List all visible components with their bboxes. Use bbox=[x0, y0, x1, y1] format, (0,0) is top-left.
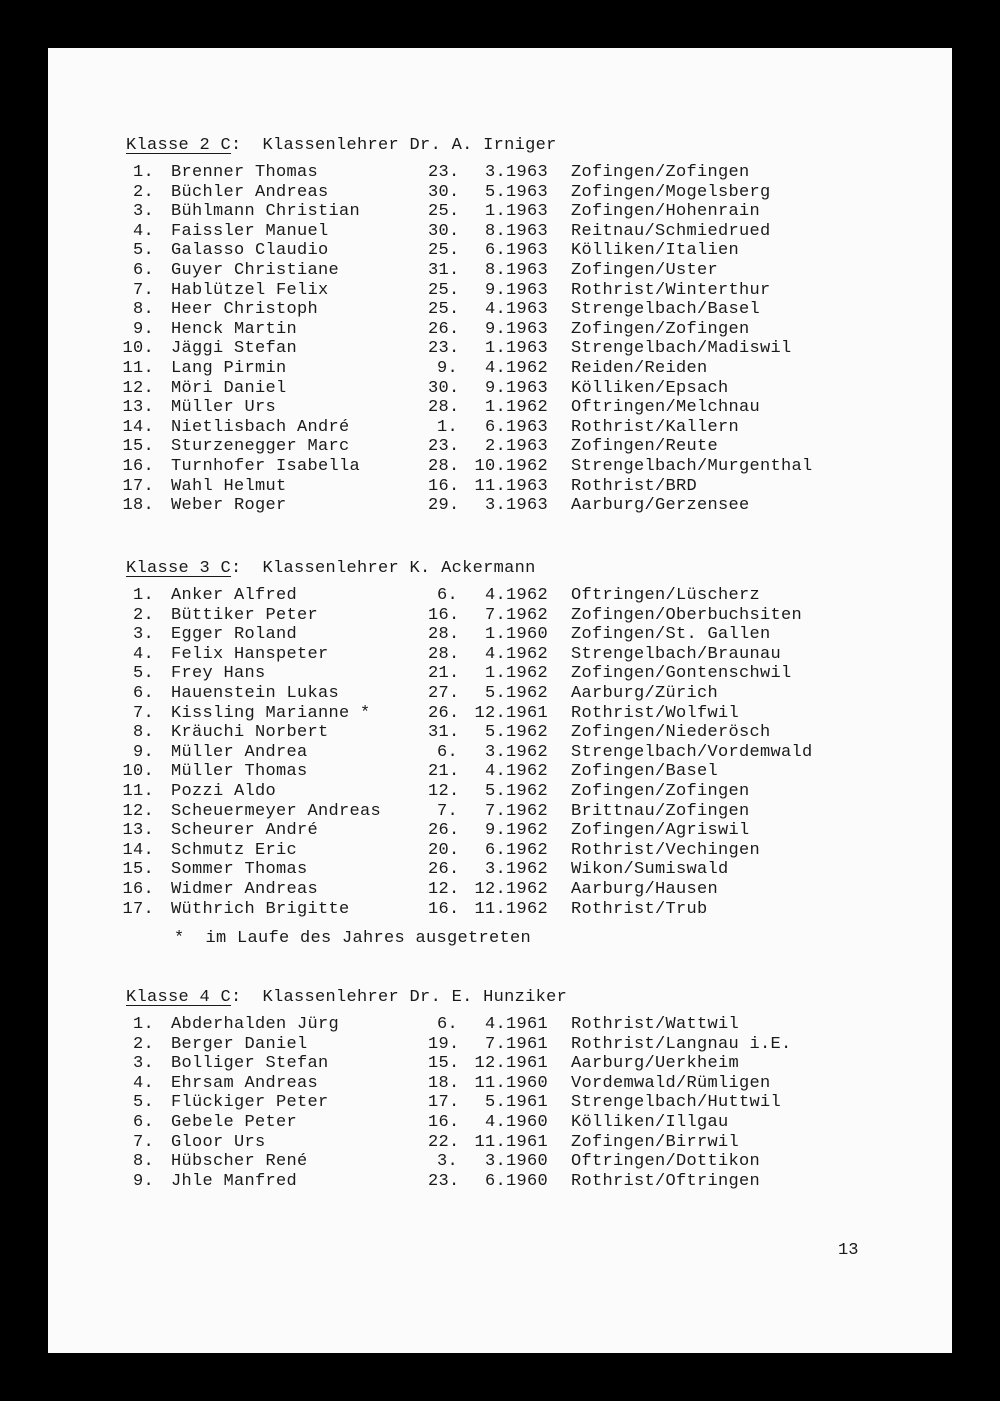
student-mmyy: 2.1963 bbox=[484, 437, 548, 457]
student-row bbox=[48, 821, 952, 841]
student-name: Jäggi Stefan bbox=[171, 339, 298, 359]
student-mmyy: 4.1962 bbox=[484, 644, 548, 664]
student-place: Oftringen/Melchnau bbox=[571, 398, 761, 418]
student-row bbox=[48, 1172, 952, 1192]
student-name: Gloor Urs bbox=[171, 1132, 266, 1152]
student-dd: 1. bbox=[436, 417, 458, 437]
student-place: Brittnau/Zofingen bbox=[571, 801, 750, 821]
student-dd: 31. bbox=[428, 260, 460, 280]
student-dd: 16. bbox=[428, 476, 460, 496]
student-place: Aarburg/Gerzensee bbox=[571, 496, 750, 516]
student-dd: 25. bbox=[428, 300, 460, 320]
student-dd: 30. bbox=[428, 221, 460, 241]
student-dd: 26. bbox=[428, 319, 460, 339]
student-num: 14. bbox=[122, 840, 154, 860]
student-row bbox=[48, 163, 952, 183]
student-place: Zofingen/Reute bbox=[571, 437, 719, 457]
student-mmyy: 1.1963 bbox=[484, 202, 548, 222]
student-name: Pozzi Aldo bbox=[171, 781, 277, 801]
student-row bbox=[48, 586, 952, 606]
student-mmyy: 4.1962 bbox=[484, 358, 548, 378]
student-name: Sommer Thomas bbox=[171, 860, 308, 880]
student-name: Guyer Christiane bbox=[171, 260, 340, 280]
student-mmyy: 4.1962 bbox=[484, 762, 548, 782]
student-num: 3. bbox=[132, 625, 154, 645]
student-name: Henck Martin bbox=[171, 319, 298, 339]
student-place: Rothrist/Langnau i.E. bbox=[571, 1034, 792, 1054]
student-name: Weber Roger bbox=[171, 496, 287, 516]
student-place: Zofingen/Zofingen bbox=[571, 319, 750, 339]
student-place: Strengelbach/Murgenthal bbox=[571, 456, 813, 476]
student-place: Zofingen/Mogelsberg bbox=[571, 182, 771, 202]
student-mmyy: 6.1963 bbox=[484, 417, 548, 437]
student-place: Rothrist/Winterthur bbox=[571, 280, 771, 300]
student-name: Jhle Manfred bbox=[171, 1171, 298, 1191]
student-place: Zofingen/Hohenrain bbox=[571, 202, 761, 222]
student-place: Aarburg/Hausen bbox=[571, 879, 719, 899]
class-label: Klasse 3 C bbox=[126, 559, 232, 578]
class-label: Klasse 4 C bbox=[126, 988, 232, 1007]
student-place: Zofingen/Oberbuchsiten bbox=[571, 605, 803, 625]
student-mmyy: 3.1960 bbox=[484, 1152, 548, 1172]
student-num: 15. bbox=[122, 437, 154, 457]
student-num: 12. bbox=[122, 801, 154, 821]
document-page bbox=[48, 48, 952, 1353]
student-row bbox=[48, 261, 952, 281]
student-mmyy: 3.1963 bbox=[484, 496, 548, 516]
student-row bbox=[48, 202, 952, 222]
student-num: 10. bbox=[122, 762, 154, 782]
teacher-label: : Klassenlehrer Dr. E. Hunziker bbox=[231, 988, 568, 1007]
student-row bbox=[48, 645, 952, 665]
student-row bbox=[48, 241, 952, 261]
student-place: Zofingen/St. Gallen bbox=[571, 625, 771, 645]
student-name: Hauenstein Lukas bbox=[171, 683, 340, 703]
student-name: Heer Christoph bbox=[171, 300, 319, 320]
student-dd: 27. bbox=[428, 683, 460, 703]
student-dd: 28. bbox=[428, 398, 460, 418]
student-mmyy: 11.1962 bbox=[474, 899, 548, 919]
student-row bbox=[48, 1113, 952, 1133]
student-name: Müller Thomas bbox=[171, 762, 308, 782]
student-name: Büchler Andreas bbox=[171, 182, 329, 202]
student-num: 8. bbox=[132, 300, 154, 320]
student-name: Kräuchi Norbert bbox=[171, 723, 329, 743]
student-dd: 12. bbox=[428, 781, 460, 801]
student-mmyy: 6.1963 bbox=[484, 241, 548, 261]
student-dd: 20. bbox=[428, 840, 460, 860]
student-name: Wüthrich Brigitte bbox=[171, 899, 350, 919]
student-mmyy: 11.1960 bbox=[474, 1073, 548, 1093]
student-mmyy: 5.1963 bbox=[484, 182, 548, 202]
student-row bbox=[48, 1074, 952, 1094]
student-mmyy: 5.1962 bbox=[484, 683, 548, 703]
student-dd: 7. bbox=[436, 801, 458, 821]
student-row bbox=[48, 300, 952, 320]
student-dd: 3. bbox=[436, 1152, 458, 1172]
student-dd: 25. bbox=[428, 202, 460, 222]
student-name: Müller Urs bbox=[171, 398, 277, 418]
student-dd: 23. bbox=[428, 339, 460, 359]
student-num: 16. bbox=[122, 456, 154, 476]
student-mmyy: 1.1963 bbox=[484, 339, 548, 359]
student-row bbox=[48, 900, 952, 920]
student-name: Bühlmann Christian bbox=[171, 202, 361, 222]
student-dd: 15. bbox=[428, 1054, 460, 1074]
student-mmyy: 12.1961 bbox=[474, 703, 548, 723]
student-dd: 30. bbox=[428, 378, 460, 398]
student-name: Lang Pirmin bbox=[171, 358, 287, 378]
student-num: 6. bbox=[132, 1112, 154, 1132]
student-mmyy: 10.1962 bbox=[474, 456, 548, 476]
student-dd: 31. bbox=[428, 723, 460, 743]
student-mmyy: 1.1962 bbox=[484, 664, 548, 684]
student-num: 7. bbox=[132, 703, 154, 723]
student-place: Strengelbach/Basel bbox=[571, 300, 761, 320]
student-name: Schmutz Eric bbox=[171, 840, 298, 860]
student-name: Egger Roland bbox=[171, 625, 298, 645]
student-dd: 16. bbox=[428, 605, 460, 625]
student-place: Strengelbach/Vordemwald bbox=[571, 742, 813, 762]
student-name: Brenner Thomas bbox=[171, 163, 319, 182]
teacher-label: : Klassenlehrer Dr. A. Irniger bbox=[231, 136, 557, 155]
student-mmyy: 4.1963 bbox=[484, 300, 548, 320]
student-mmyy: 11.1963 bbox=[474, 476, 548, 496]
student-dd: 6. bbox=[436, 586, 458, 605]
student-num: 4. bbox=[132, 221, 154, 241]
student-num: 4. bbox=[132, 644, 154, 664]
student-num: 3. bbox=[132, 1054, 154, 1074]
student-num: 5. bbox=[132, 1093, 154, 1113]
student-name: Scheurer André bbox=[171, 821, 319, 841]
student-name: Faissler Manuel bbox=[171, 221, 329, 241]
student-row bbox=[48, 222, 952, 242]
student-num: 1. bbox=[132, 163, 154, 182]
student-row bbox=[48, 281, 952, 301]
student-dd: 16. bbox=[428, 1112, 460, 1132]
student-name: Hablützel Felix bbox=[171, 280, 329, 300]
student-dd: 18. bbox=[428, 1073, 460, 1093]
student-mmyy: 3.1962 bbox=[484, 860, 548, 880]
student-dd: 26. bbox=[428, 860, 460, 880]
student-mmyy: 5.1962 bbox=[484, 723, 548, 743]
student-row bbox=[48, 664, 952, 684]
footnote: * im Laufe des Jahres ausgetreten bbox=[174, 929, 532, 948]
student-row bbox=[48, 1093, 952, 1113]
student-place: Rothrist/Kallern bbox=[571, 417, 740, 437]
student-row bbox=[48, 606, 952, 626]
student-row bbox=[48, 1015, 952, 1035]
student-row bbox=[48, 723, 952, 743]
student-place: Rothrist/BRD bbox=[571, 476, 698, 496]
student-name: Möri Daniel bbox=[171, 378, 287, 398]
student-place: Zofingen/Gontenschwil bbox=[571, 664, 792, 684]
student-mmyy: 12.1962 bbox=[474, 879, 548, 899]
student-name: Widmer Andreas bbox=[171, 879, 319, 899]
student-num: 11. bbox=[122, 358, 154, 378]
student-num: 13. bbox=[122, 821, 154, 841]
student-num: 7. bbox=[132, 280, 154, 300]
student-place: Zofingen/Zofingen bbox=[571, 781, 750, 801]
student-place: Rothrist/Oftringen bbox=[571, 1171, 761, 1191]
student-num: 2. bbox=[132, 1034, 154, 1054]
section-heading bbox=[126, 136, 557, 155]
student-name: Anker Alfred bbox=[171, 586, 298, 605]
student-mmyy: 6.1960 bbox=[484, 1171, 548, 1191]
student-num: 14. bbox=[122, 417, 154, 437]
student-name: Kissling Marianne * bbox=[171, 703, 371, 723]
student-mmyy: 4.1960 bbox=[484, 1112, 548, 1132]
student-num: 5. bbox=[132, 241, 154, 261]
student-num: 9. bbox=[132, 742, 154, 762]
student-place: Zofingen/Basel bbox=[571, 762, 719, 782]
student-num: 6. bbox=[132, 683, 154, 703]
class-label: Klasse 2 C bbox=[126, 136, 232, 155]
student-mmyy: 9.1963 bbox=[484, 280, 548, 300]
student-place: Reiden/Reiden bbox=[571, 358, 708, 378]
student-num: 4. bbox=[132, 1073, 154, 1093]
student-place: Rothrist/Vechingen bbox=[571, 840, 761, 860]
student-num: 2. bbox=[132, 182, 154, 202]
student-row bbox=[48, 183, 952, 203]
student-row bbox=[48, 379, 952, 399]
student-row bbox=[48, 860, 952, 880]
student-mmyy: 7.1962 bbox=[484, 605, 548, 625]
student-place: Strengelbach/Madiswil bbox=[571, 339, 792, 359]
student-row bbox=[48, 1054, 952, 1074]
student-row bbox=[48, 762, 952, 782]
student-row bbox=[48, 1152, 952, 1172]
student-num: 16. bbox=[122, 879, 154, 899]
student-mmyy: 5.1962 bbox=[484, 781, 548, 801]
student-row bbox=[48, 625, 952, 645]
student-place: Oftringen/Lüscherz bbox=[571, 586, 761, 605]
student-place: Kölliken/Italien bbox=[571, 241, 740, 261]
student-name: Frey Hans bbox=[171, 664, 266, 684]
student-mmyy: 12.1961 bbox=[474, 1054, 548, 1074]
student-row bbox=[48, 418, 952, 438]
student-name: Galasso Claudio bbox=[171, 241, 329, 261]
student-dd: 9. bbox=[436, 358, 458, 378]
student-dd: 16. bbox=[428, 899, 460, 919]
student-row bbox=[48, 1133, 952, 1153]
student-mmyy: 9.1963 bbox=[484, 319, 548, 339]
student-mmyy: 9.1962 bbox=[484, 821, 548, 841]
student-name: Hübscher René bbox=[171, 1152, 308, 1172]
student-row bbox=[48, 398, 952, 418]
student-dd: 28. bbox=[428, 456, 460, 476]
student-dd: 25. bbox=[428, 241, 460, 261]
student-mmyy: 9.1963 bbox=[484, 378, 548, 398]
student-place: Zofingen/Birrwil bbox=[571, 1132, 740, 1152]
student-num: 3. bbox=[132, 202, 154, 222]
student-mmyy: 6.1962 bbox=[484, 840, 548, 860]
student-name: Müller Andrea bbox=[171, 742, 308, 762]
page-number: 13 bbox=[838, 1241, 859, 1260]
student-dd: 23. bbox=[428, 163, 460, 182]
student-num: 12. bbox=[122, 378, 154, 398]
student-num: 6. bbox=[132, 260, 154, 280]
student-row bbox=[48, 1035, 952, 1055]
student-num: 2. bbox=[132, 605, 154, 625]
student-dd: 26. bbox=[428, 703, 460, 723]
student-place: Rothrist/Wolfwil bbox=[571, 703, 740, 723]
student-row bbox=[48, 743, 952, 763]
student-dd: 21. bbox=[428, 762, 460, 782]
student-place: Aarburg/Zürich bbox=[571, 683, 719, 703]
student-name: Gebele Peter bbox=[171, 1112, 298, 1132]
student-num: 13. bbox=[122, 398, 154, 418]
student-place: Rothrist/Trub bbox=[571, 899, 708, 919]
student-list bbox=[48, 586, 952, 919]
student-dd: 25. bbox=[428, 280, 460, 300]
student-num: 9. bbox=[132, 1171, 154, 1191]
student-dd: 23. bbox=[428, 1171, 460, 1191]
student-num: 17. bbox=[122, 899, 154, 919]
student-row bbox=[48, 496, 952, 516]
student-name: Abderhalden Jürg bbox=[171, 1015, 340, 1034]
student-place: Zofingen/Zofingen bbox=[571, 163, 750, 182]
student-dd: 28. bbox=[428, 644, 460, 664]
student-dd: 30. bbox=[428, 182, 460, 202]
student-row bbox=[48, 320, 952, 340]
student-name: Bolliger Stefan bbox=[171, 1054, 329, 1074]
student-mmyy: 1.1962 bbox=[484, 398, 548, 418]
student-place: Wikon/Sumiswald bbox=[571, 860, 729, 880]
student-row bbox=[48, 437, 952, 457]
student-place: Reitnau/Schmiedrued bbox=[571, 221, 771, 241]
teacher-label: : Klassenlehrer K. Ackermann bbox=[231, 559, 536, 578]
student-num: 11. bbox=[122, 781, 154, 801]
student-row bbox=[48, 457, 952, 477]
student-num: 17. bbox=[122, 476, 154, 496]
student-num: 8. bbox=[132, 1152, 154, 1172]
student-row bbox=[48, 359, 952, 379]
student-name: Büttiker Peter bbox=[171, 605, 319, 625]
student-num: 10. bbox=[122, 339, 154, 359]
student-num: 18. bbox=[122, 496, 154, 516]
student-dd: 22. bbox=[428, 1132, 460, 1152]
student-dd: 6. bbox=[436, 1015, 458, 1034]
student-dd: 23. bbox=[428, 437, 460, 457]
student-dd: 19. bbox=[428, 1034, 460, 1054]
student-row bbox=[48, 477, 952, 497]
student-name: Berger Daniel bbox=[171, 1034, 308, 1054]
student-name: Scheuermeyer Andreas bbox=[171, 801, 382, 821]
student-place: Aarburg/Uerkheim bbox=[571, 1054, 740, 1074]
student-place: Strengelbach/Braunau bbox=[571, 644, 782, 664]
student-place: Kölliken/Illgau bbox=[571, 1112, 729, 1132]
student-mmyy: 7.1962 bbox=[484, 801, 548, 821]
student-list bbox=[48, 163, 952, 516]
student-name: Ehrsam Andreas bbox=[171, 1073, 319, 1093]
student-name: Sturzenegger Marc bbox=[171, 437, 350, 457]
student-mmyy: 3.1963 bbox=[484, 163, 548, 182]
student-mmyy: 8.1963 bbox=[484, 221, 548, 241]
student-place: Zofingen/Niederösch bbox=[571, 723, 771, 743]
student-dd: 6. bbox=[436, 742, 458, 762]
student-num: 7. bbox=[132, 1132, 154, 1152]
student-num: 15. bbox=[122, 860, 154, 880]
student-list bbox=[48, 1015, 952, 1191]
student-row bbox=[48, 802, 952, 822]
student-dd: 12. bbox=[428, 879, 460, 899]
student-num: 1. bbox=[132, 1015, 154, 1034]
student-dd: 17. bbox=[428, 1093, 460, 1113]
student-place: Vordemwald/Rümligen bbox=[571, 1073, 771, 1093]
student-mmyy: 4.1961 bbox=[484, 1015, 548, 1034]
student-row bbox=[48, 684, 952, 704]
student-name: Felix Hanspeter bbox=[171, 644, 329, 664]
student-mmyy: 5.1961 bbox=[484, 1093, 548, 1113]
student-place: Kölliken/Epsach bbox=[571, 378, 729, 398]
student-dd: 21. bbox=[428, 664, 460, 684]
student-place: Oftringen/Dottikon bbox=[571, 1152, 761, 1172]
student-mmyy: 4.1962 bbox=[484, 586, 548, 605]
student-num: 9. bbox=[132, 319, 154, 339]
section-heading bbox=[126, 559, 536, 578]
student-dd: 26. bbox=[428, 821, 460, 841]
section-heading bbox=[126, 988, 567, 1007]
student-num: 8. bbox=[132, 723, 154, 743]
student-dd: 28. bbox=[428, 625, 460, 645]
student-num: 5. bbox=[132, 664, 154, 684]
student-name: Turnhofer Isabella bbox=[171, 456, 361, 476]
student-mmyy: 8.1963 bbox=[484, 260, 548, 280]
student-row bbox=[48, 339, 952, 359]
student-place: Zofingen/Uster bbox=[571, 260, 719, 280]
student-place: Strengelbach/Huttwil bbox=[571, 1093, 782, 1113]
student-place: Zofingen/Agriswil bbox=[571, 821, 750, 841]
student-row bbox=[48, 841, 952, 861]
student-place: Rothrist/Wattwil bbox=[571, 1015, 740, 1034]
student-name: Wahl Helmut bbox=[171, 476, 287, 496]
student-mmyy: 7.1961 bbox=[484, 1034, 548, 1054]
student-num: 1. bbox=[132, 586, 154, 605]
student-mmyy: 1.1960 bbox=[484, 625, 548, 645]
student-row bbox=[48, 782, 952, 802]
student-mmyy: 3.1962 bbox=[484, 742, 548, 762]
student-mmyy: 11.1961 bbox=[474, 1132, 548, 1152]
student-name: Nietlisbach André bbox=[171, 417, 350, 437]
student-row bbox=[48, 880, 952, 900]
student-dd: 29. bbox=[428, 496, 460, 516]
student-row bbox=[48, 704, 952, 724]
student-name: Flückiger Peter bbox=[171, 1093, 329, 1113]
